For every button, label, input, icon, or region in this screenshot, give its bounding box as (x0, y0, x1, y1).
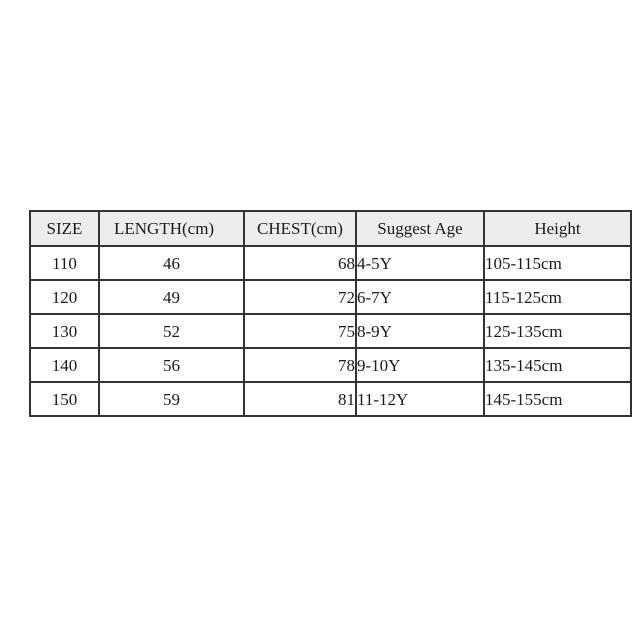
size-chart-table (29, 210, 632, 417)
cell-chest: 68 (244, 246, 356, 280)
cell-height: 145-155cm (484, 382, 631, 416)
cell-suggest-age: 6-7Y (356, 280, 484, 314)
cell-height: 125-135cm (484, 314, 631, 348)
table-row (30, 348, 631, 382)
cell-length: 46 (99, 246, 244, 280)
header-height: Height (484, 211, 631, 246)
cell-height: 115-125cm (484, 280, 631, 314)
cell-height: 105-115cm (484, 246, 631, 280)
cell-size: 150 (30, 382, 99, 416)
header-size: SIZE (30, 211, 99, 246)
cell-length: 59 (99, 382, 244, 416)
cell-suggest-age: 11-12Y (356, 382, 484, 416)
table-row (30, 280, 631, 314)
cell-size: 130 (30, 314, 99, 348)
table-header-row (30, 211, 631, 246)
cell-length: 49 (99, 280, 244, 314)
cell-size: 110 (30, 246, 99, 280)
cell-size: 120 (30, 280, 99, 314)
table-row (30, 314, 631, 348)
cell-suggest-age: 4-5Y (356, 246, 484, 280)
cell-length: 52 (99, 314, 244, 348)
cell-suggest-age: 8-9Y (356, 314, 484, 348)
table-row (30, 382, 631, 416)
cell-height: 135-145cm (484, 348, 631, 382)
header-length: LENGTH(cm) (99, 211, 244, 246)
header-suggest-age: Suggest Age (356, 211, 484, 246)
cell-chest: 75 (244, 314, 356, 348)
cell-length: 56 (99, 348, 244, 382)
cell-suggest-age: 9-10Y (356, 348, 484, 382)
cell-chest: 78 (244, 348, 356, 382)
table-row (30, 246, 631, 280)
cell-size: 140 (30, 348, 99, 382)
header-chest: CHEST(cm) (244, 211, 356, 246)
cell-chest: 72 (244, 280, 356, 314)
cell-chest: 81 (244, 382, 356, 416)
